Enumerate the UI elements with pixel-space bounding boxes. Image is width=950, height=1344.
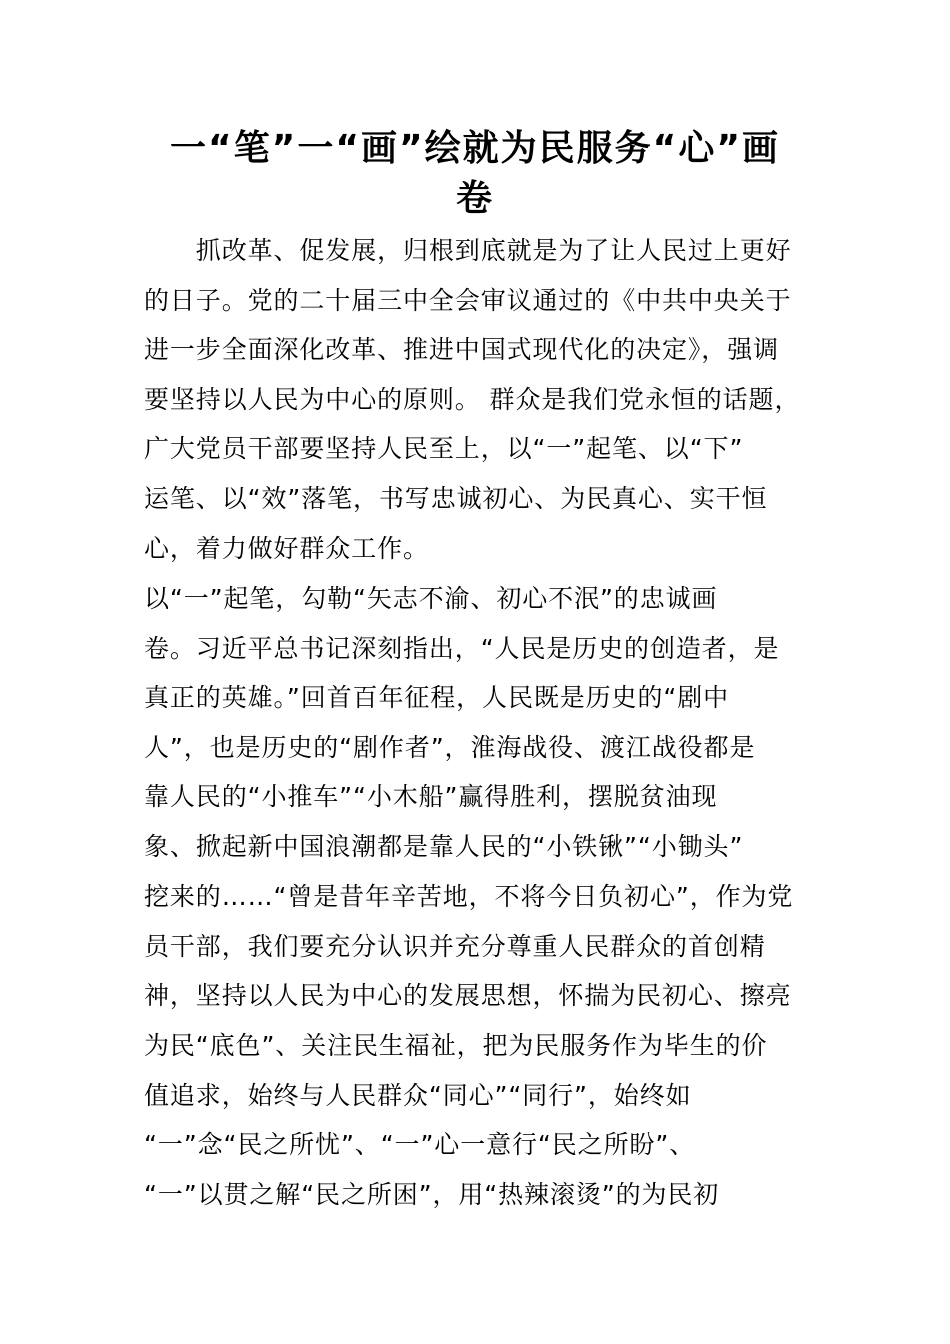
title-line: 一“笔”一“画”绘就为民服务“心”画 <box>170 128 780 169</box>
text-line: 靠人民的“小推车”“小木船”赢得胜利，摆脱贫油现 <box>144 782 718 811</box>
text-line: 抓改革、促发展，归根到底就是为了让人民过上更好 <box>144 236 792 265</box>
text-line: 挖来的……“曾是昔年辛苦地，不将今日负初心”，作为党 <box>144 882 794 911</box>
text-line: 的日子。党的二十届三中全会审议通过的《中共中央关于 <box>144 286 792 315</box>
text-line: 真正的英雄。”回首百年征程，人民既是历史的“剧中 <box>144 683 730 712</box>
text-line: 以“一”起笔，勾勒“矢志不渝、初心不泯”的忠诚画 <box>144 584 718 613</box>
text-line: “一”念“民之所忧”、“一”心一意行“民之所盼”、 <box>144 1130 696 1159</box>
text-line: 人”，也是历史的“剧作者”，淮海战役、渡江战役都是 <box>144 733 756 762</box>
text-line: “一”以贯之解“民之所困”，用“热辣滚烫”的为民初 <box>144 1180 720 1209</box>
text-line: 广大党员干部要坚持人民至上，以“一”起笔、以“下” <box>144 434 744 463</box>
text-line: 为民“底色”、关注民生福祉，把为民服务作为毕生的价 <box>144 1031 768 1060</box>
text-line: 心，着力做好群众工作。 <box>144 534 429 563</box>
text-line: 员干部，我们要充分认识并充分尊重人民群众的首创精 <box>144 932 766 961</box>
text-line: 象、掀起新中国浪潮都是靠人民的“小铁锹”“小锄头” <box>144 832 744 861</box>
text-line: 卷。习近平总书记深刻指出，“人民是历史的创造者，是 <box>144 634 780 663</box>
title-line: 卷 <box>455 178 494 219</box>
text-line: 值追求，始终与人民群众“同心”“同行”，始终如 <box>144 1081 692 1110</box>
text-line: 进一步全面深化改革、推进中国式现代化的决定》，强调 <box>144 335 780 364</box>
document-title <box>140 124 810 224</box>
text-line: 运笔、以“效”落笔，书写忠诚初心、为民真心、实干恒 <box>144 484 768 513</box>
text-line: 神，坚持以人民为中心的发展思想，怀揣为民初心、擦亮 <box>144 981 792 1010</box>
text-line: 要坚持以人民为中心的原则。 群众是我们党永恒的话题， <box>144 385 801 414</box>
